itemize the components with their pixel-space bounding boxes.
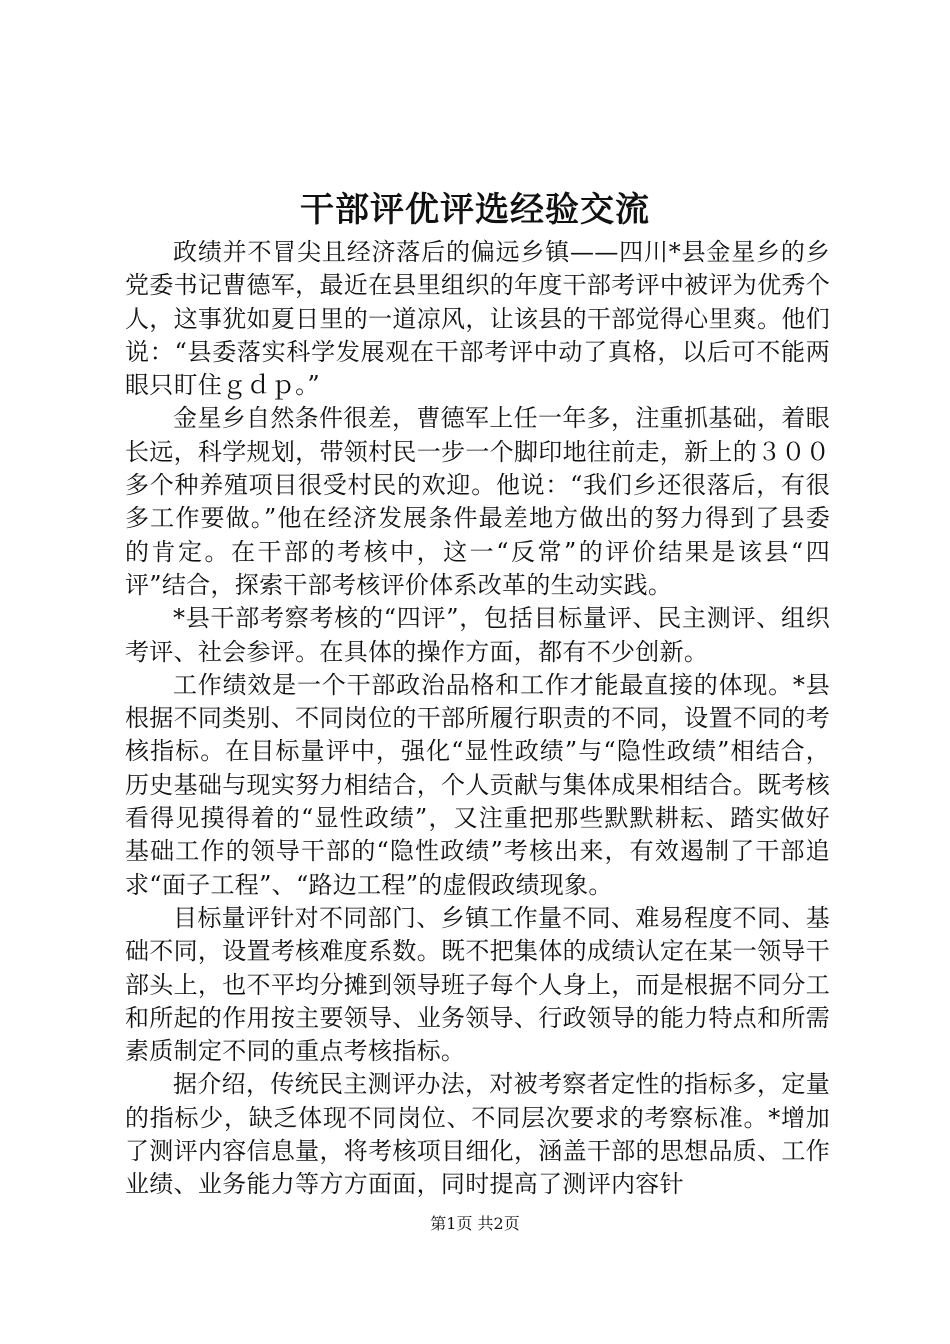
paragraph-1: 政绩并不冒尖且经济落后的偏远乡镇——四川*县金星乡的乡党委书记曹德军，最近在县里组织的年度干部考评中被评为优秀个人，这事犹如夏日里的一道凉风，让该县的干部觉得心里爽。他们说：“县委落实科学发展观在干部考评中动了真格，以后可不能两眼只盯住ｇｄｐ。” — [125, 238, 830, 400]
paragraph-2: 金星乡自然条件很差，曹德军上任一年多，注重抓基础，着眼长远，科学规划，带领村民一步一个脚印地往前走，新上的３００多个种养殖项目很受村民的欢迎。他说：“我们乡还很落后，有很多工作要做。”他在经济发展条件最差地方做出的努力得到了县委的肯定。在干部的考核中，这一“反常”的评价结果是该县“四评”结合，探索干部考核评价体系改革的生动实践。 — [125, 404, 830, 599]
page-number-footer: 第1页 共2页 — [430, 1214, 520, 1233]
paragraph-4: 工作绩效是一个干部政治品格和工作才能最直接的体现。*县根据不同类别、不同岗位的干部所履行职责的不同，设置不同的考核指标。在目标量评中，强化“显性政绩”与“隐性政绩”相结合，历史基础与现实努力相结合，个人贡献与集体成果相结合。既考核看得见摸得着的“显性政绩”，又注重把那些默默耕耘、踏实做好基础工作的领导干部的“隐性政绩”考核出来，有效遏制了干部追求“面子工程”、“路边工程”的虚假政绩现象。 — [125, 670, 830, 899]
document-title: 干部评优评选经验交流 — [300, 190, 650, 230]
paragraph-3: *县干部考察考核的“四评”，包括目标量评、民主测评、组织考评、社会参评。在具体的操作方面，都有不少创新。 — [125, 604, 830, 666]
paragraph-6: 据介绍，传统民主测评办法，对被考察者定性的指标多，定量的指标少，缺乏体现不同岗位、不同层次要求的考察标准。*增加了测评内容信息量，将考核项目细化，涵盖干部的思想品质、工作业绩、业务能力等方方面面，同时提高了测评内容针 — [125, 1070, 830, 1199]
paragraph-5: 目标量评针对不同部门、乡镇工作量不同、难易程度不同、基础不同，设置考核难度系数。既不把集体的成绩认定在某一领导干部头上，也不平均分摊到领导班子每个人身上，而是根据不同分工和所起的作用按主要领导、业务领导、行政领导的能力特点和所需素质制定不同的重点考核指标。 — [125, 903, 830, 1066]
document-body — [125, 236, 830, 1202]
